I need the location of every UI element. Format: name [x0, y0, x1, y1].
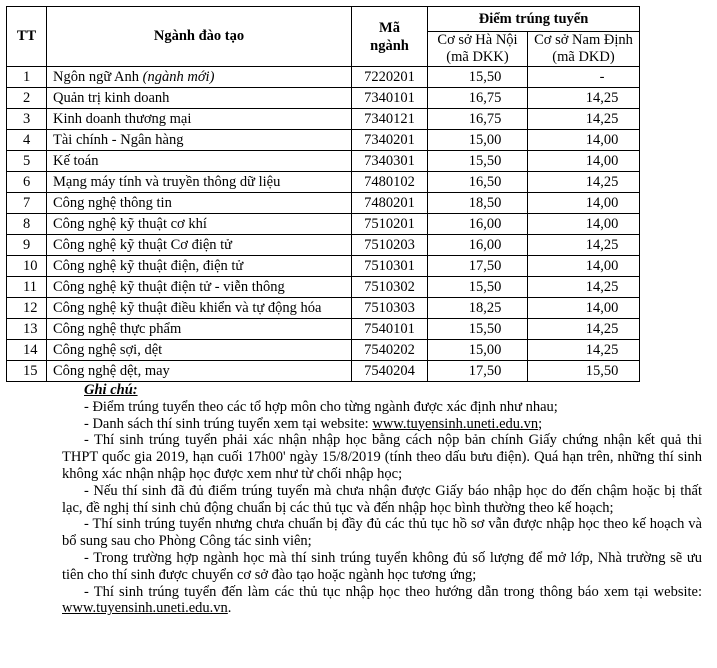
row-number: 5	[7, 151, 47, 172]
namdinh-header-line2: (mã DKD)	[552, 49, 615, 65]
hanoi-header-line1: Cơ sở Hà Nội	[437, 32, 518, 48]
namdinh-score: 14,25	[528, 319, 640, 340]
hanoi-score: 15,50	[428, 151, 528, 172]
note-item: - Thí sinh trúng tuyển phải xác nhận nhập học bằng cách nộp bản chính Giấy chứng nhận kết quả thi THPT quốc gia 2019, hạn cuối 17h00' ngày 15/8/2019 (tính theo dấu bưu điện). Quá hạn trên, những thí sinh không xác nhận nhập học được xem như từ chối nhập học;	[62, 432, 702, 482]
program-header: Ngành đào tạo	[47, 7, 352, 67]
website-link[interactable]: www.tuyensinh.uneti.edu.vn	[62, 600, 228, 617]
table-row	[7, 256, 640, 277]
admission-score-table	[6, 6, 640, 382]
row-number: 7	[7, 193, 47, 214]
program-code: 7480201	[352, 193, 428, 214]
table-row	[7, 277, 640, 298]
program-code: 7510201	[352, 214, 428, 235]
hanoi-header	[428, 32, 528, 67]
table-row	[7, 319, 640, 340]
program-code: 7340121	[352, 109, 428, 130]
program-name: Công nghệ kỹ thuật cơ khí	[47, 214, 352, 235]
row-number: 3	[7, 109, 47, 130]
row-number: 14	[7, 340, 47, 361]
program-code: 7510301	[352, 256, 428, 277]
program-code: 7510303	[352, 298, 428, 319]
program-name: Công nghệ kỹ thuật điện tử - viễn thông	[47, 277, 352, 298]
hanoi-score: 16,00	[428, 235, 528, 256]
hanoi-score: 17,50	[428, 256, 528, 277]
program-name: Công nghệ kỹ thuật điện, điện tử	[47, 256, 352, 277]
table-row	[7, 88, 640, 109]
score-group-header: Điểm trúng tuyển	[428, 7, 640, 32]
program-name: Công nghệ kỹ thuật điều khiển và tự động hóa	[47, 298, 352, 319]
row-number: 10	[7, 256, 47, 277]
namdinh-score: 14,25	[528, 340, 640, 361]
program-code: 7510302	[352, 277, 428, 298]
program-name: Công nghệ sợi, dệt	[47, 340, 352, 361]
program-name: Tài chính - Ngân hàng	[47, 130, 352, 151]
note-item: - Điểm trúng tuyển theo các tổ hợp môn cho từng ngành được xác định như nhau;	[84, 398, 558, 415]
namdinh-score: 14,00	[528, 298, 640, 319]
program-code: 7510203	[352, 235, 428, 256]
program-name: Công nghệ kỹ thuật Cơ điện tử	[47, 235, 352, 256]
code-header	[352, 7, 428, 67]
table-row	[7, 298, 640, 319]
row-number: 1	[7, 67, 47, 88]
hanoi-score: 15,00	[428, 130, 528, 151]
table-row	[7, 67, 640, 88]
row-number: 2	[7, 88, 47, 109]
program-code: 7340201	[352, 130, 428, 151]
notes-title: Ghi chú:	[84, 382, 138, 398]
hanoi-score: 16,75	[428, 109, 528, 130]
row-number: 11	[7, 277, 47, 298]
table-row	[7, 214, 640, 235]
table-row	[7, 361, 640, 382]
program-code: 7340301	[352, 151, 428, 172]
row-number: 9	[7, 235, 47, 256]
table-row	[7, 235, 640, 256]
hanoi-header-line2: (mã DKK)	[446, 49, 509, 65]
table-row	[7, 340, 640, 361]
code-header-line2: ngành	[370, 37, 409, 54]
namdinh-score: 14,25	[528, 277, 640, 298]
row-number: 12	[7, 298, 47, 319]
table-row	[7, 130, 640, 151]
program-name: Quản trị kinh doanh	[47, 88, 352, 109]
hanoi-score: 18,25	[428, 298, 528, 319]
note-item: - Thí sinh trúng tuyển nhưng chưa chuẩn bị đầy đủ các thủ tục hồ sơ vẫn được nhập học theo kế hoạch và bổ sung sau cho Phòng Công tác sinh viên;	[62, 516, 702, 550]
hanoi-score: 16,75	[428, 88, 528, 109]
hanoi-score: 15,50	[428, 277, 528, 298]
hanoi-score: 15,00	[428, 340, 528, 361]
namdinh-score: 14,00	[528, 214, 640, 235]
hanoi-score: 15,50	[428, 319, 528, 340]
note-text: .	[227, 600, 232, 617]
namdinh-score: 14,25	[528, 88, 640, 109]
program-code: 7540101	[352, 319, 428, 340]
program-name: Kế toán	[47, 151, 352, 172]
program-name	[47, 67, 352, 88]
program-name: Kinh doanh thương mại	[47, 109, 352, 130]
code-header-line1: Mã	[379, 19, 400, 36]
program-name-text: Ngôn ngữ Anh	[53, 68, 140, 85]
notes-section	[62, 382, 702, 617]
note-text: - Danh sách thí sinh trúng tuyển xem tại website:	[84, 415, 373, 432]
tt-header: TT	[7, 7, 47, 67]
program-name: Công nghệ thông tin	[47, 193, 352, 214]
namdinh-score: 14,00	[528, 130, 640, 151]
row-number: 4	[7, 130, 47, 151]
row-number: 15	[7, 361, 47, 382]
hanoi-score: 17,50	[428, 361, 528, 382]
row-number: 6	[7, 172, 47, 193]
program-code: 7540204	[352, 361, 428, 382]
hanoi-score: 18,50	[428, 193, 528, 214]
namdinh-score: 15,50	[528, 361, 640, 382]
namdinh-score: 14,25	[528, 235, 640, 256]
hanoi-score: 15,50	[428, 67, 528, 88]
program-code: 7540202	[352, 340, 428, 361]
row-number: 13	[7, 319, 47, 340]
note-item: - Trong trường hợp ngành học mà thí sinh trúng tuyển không đủ số lượng để mở lớp, Nhà trường sẽ ưu tiên cho thí sinh được chuyển cơ sở đào tạo hoặc ngành học tương ứng;	[62, 549, 702, 583]
row-number: 8	[7, 214, 47, 235]
program-name: Mạng máy tính và truyền thông dữ liệu	[47, 172, 352, 193]
namdinh-score: -	[528, 67, 640, 88]
table-row	[7, 151, 640, 172]
namdinh-header	[528, 32, 640, 67]
program-name-note: (ngành mới)	[142, 68, 215, 85]
program-code: 7480102	[352, 172, 428, 193]
namdinh-score: 14,25	[528, 172, 640, 193]
program-code: 7220201	[352, 67, 428, 88]
table-row	[7, 172, 640, 193]
hanoi-score: 16,00	[428, 214, 528, 235]
program-name: Công nghệ thực phẩm	[47, 319, 352, 340]
table-row	[7, 109, 640, 130]
note-item	[62, 416, 702, 433]
hanoi-score: 16,50	[428, 172, 528, 193]
table-row	[7, 193, 640, 214]
namdinh-header-line1: Cơ sở Nam Định	[534, 32, 633, 48]
note-item: - Nếu thí sinh đã đủ điểm trúng tuyển mà chưa nhận được Giấy báo nhập học do đến chậm hoặc bị thất lạc, đề nghị thí sinh chủ động chuẩn bị các thủ tục và đến nhập học bình thường theo kế hoạch;	[62, 482, 702, 516]
note-item	[62, 584, 702, 618]
namdinh-score: 14,00	[528, 193, 640, 214]
namdinh-score: 14,00	[528, 256, 640, 277]
program-name: Công nghệ dệt, may	[47, 361, 352, 382]
website-link[interactable]: www.tuyensinh.uneti.edu.vn	[372, 415, 539, 432]
namdinh-score: 14,00	[528, 151, 640, 172]
program-code: 7340101	[352, 88, 428, 109]
note-text: - Thí sinh trúng tuyển đến làm các thủ tục nhập học theo hướng dẫn trong thông báo xem tại website:	[84, 583, 702, 600]
note-text: ;	[538, 415, 543, 432]
namdinh-score: 14,25	[528, 109, 640, 130]
